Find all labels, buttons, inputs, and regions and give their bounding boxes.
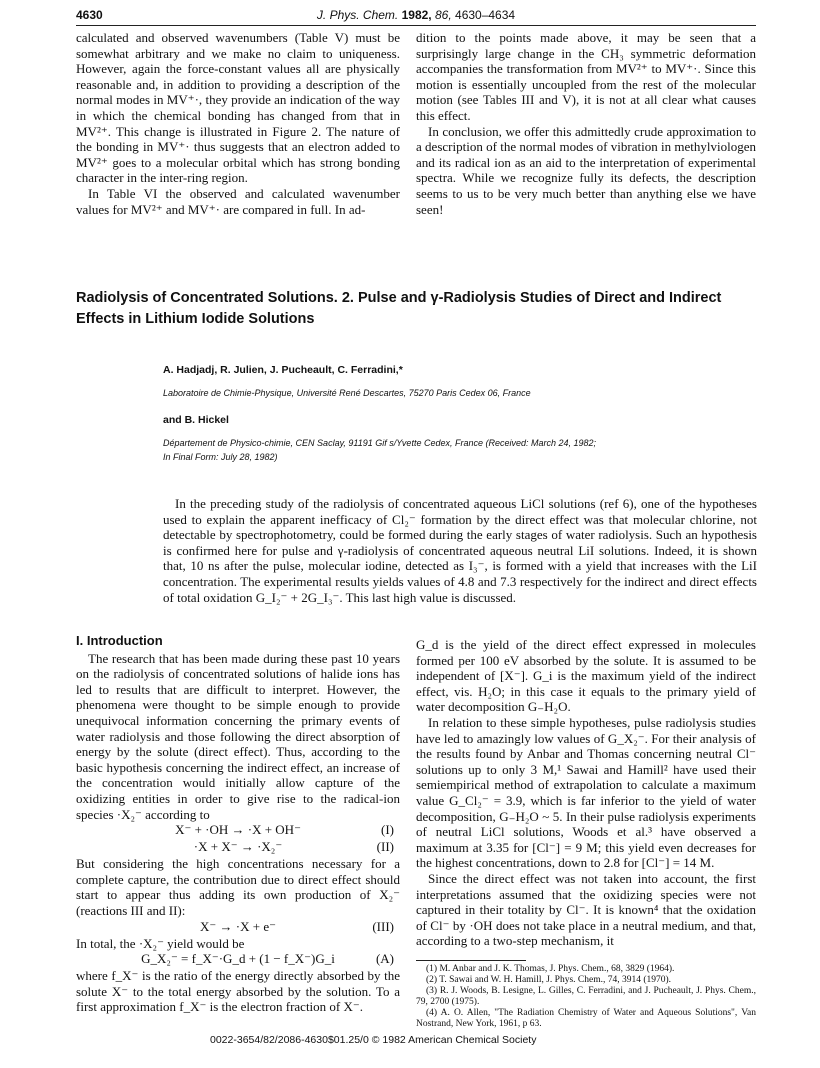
author-list: A. Hadjadj, R. Julien, J. Pucheault, C. Ferradini,* — [163, 364, 403, 376]
equation-number: (III) — [372, 918, 394, 934]
equation-body: G_X₂⁻ = f_X⁻·G_d + (1 − f_X⁻)G_i — [141, 951, 335, 967]
journal-reference — [226, 8, 606, 22]
affiliation — [163, 436, 763, 464]
page-footer: 0022-3654/82/2086-4630$01.25/0 © 1982 American Chemical Society — [210, 1034, 537, 1046]
footnotes — [416, 964, 756, 1030]
header-rule — [76, 25, 756, 26]
equation-body: X⁻ → ·X + e⁻ — [200, 918, 276, 934]
journal-pages: 4630–4634 — [455, 8, 516, 22]
journal-name: J. Phys. Chem. — [316, 8, 399, 22]
equation-body: X⁻ + ·OH → ·X + OH⁻ — [175, 822, 301, 838]
footnote: (3) R. J. Woods, B. Lesigne, L. Gilles, C. Ferradini, and J. Pucheault, J. Phys. Chem., 79, 2700 (1975). — [416, 986, 756, 1007]
paragraph: The research that has been made during these past 10 years on the radiolysis of concentrated solutions of halide ions has led to results that are difficult to interpret. However, the phenomena were thought to be simple enough to provide unequivocal information concerning the primary events of water radiolysis and those following the direct absorption of energy by the solute (direct effect). Thus, according to the basic hypothesis concerning the indirect effect, an increase of the concentration would initially allow capture of the oxidizing entities in order to give rise to the radical-ion species ·X₂⁻ according to — [76, 650, 400, 822]
footnote-rule — [416, 960, 526, 961]
page-number: 4630 — [76, 8, 103, 22]
top-right-column — [416, 30, 756, 217]
equation-number: (II) — [376, 839, 394, 855]
equation — [76, 951, 400, 968]
equation-number: (A) — [375, 951, 394, 967]
paragraph: In Table VI the observed and calculated wavenumber values for MV²⁺ and MV⁺· are compared in full. In ad- — [76, 185, 400, 217]
abstract-text: In the preceding study of the radiolysis of concentrated aqueous LiCl solutions (ref 6), one of the hypotheses used to explain the apparent inefficacy of Cl₂⁻ formation by the direct effect was that molecular chlorine, not detectable by spectrophotometry, could be formed during the early stages of water radiolysis. Such an hypothesis is confirmed here for pulse and γ-radiolysis of concentrated aqueous neutral LiI solutions. Indeed, it is shown that, 10 ns after the pulse, molecular iodine, detected as I₃⁻, is formed with a yield that increases with the LiI concentration. The experimental results yields values of 4.8 and 7.3 respectively for the indirect and direct effects of total oxidation G_I₂⁻ + 2G_I₃⁻. This last high value is discussed. — [163, 496, 757, 605]
journal-volume: 86, — [434, 8, 452, 22]
footnote: (4) A. O. Allen, "The Radiation Chemistry of Water and Aqueous Solutions", Van Nostrand, New York, 1961, p 63. — [416, 1008, 756, 1029]
intro-right-column — [416, 637, 756, 949]
equation — [76, 919, 400, 936]
equation-number: (I) — [381, 822, 394, 838]
paragraph: G_d is the yield of the direct effect expressed in molecules formed per 100 eV absorbed by the solute. It is assumed to be independent of [X⁻]. G_i is the maximum yield of the indirect effect, vis. H₂O; in this case it equals to the primary yield of water decomposition G₋H₂O. — [416, 637, 756, 715]
paragraph: But considering the high concentrations necessary for a complete capture, the contribution due to direct effect should start to appear thus adding its own production of X₂⁻ (reactions III and II): — [76, 856, 400, 918]
intro-left-column — [76, 633, 400, 1015]
abstract — [163, 496, 757, 605]
equation — [76, 822, 400, 839]
section-heading: I. Introduction — [76, 633, 163, 648]
affiliation-line: Département de Physico-chimie, CEN Saclay, 91191 Gif s/Yvette Cedex, France (Received: March 24, 1982; — [163, 438, 597, 448]
affiliation: Laboratoire de Chimie-Physique, Université René Descartes, 75270 Paris Cedex 06, France — [163, 388, 531, 398]
footnote: (2) T. Sawai and W. H. Hamill, J. Phys. Chem., 74, 3914 (1970). — [426, 975, 672, 985]
equation-body: ·X + X⁻ → ·X₂⁻ — [193, 839, 283, 855]
article-title: Radiolysis of Concentrated Solutions. 2. Pulse and γ-Radiolysis Studies of Direct and Indirect Effects in Lithium Iodide Solutions — [76, 290, 722, 327]
footnote: (1) M. Anbar and J. K. Thomas, J. Phys. Chem., 68, 3829 (1964). — [426, 964, 675, 974]
paragraph: In relation to these simple hypotheses, pulse radiolysis studies have led to amazingly low values of G_X₂⁻. For their analysis of the results found by Anbar and Thomas concerning neutral Cl⁻ solutions up to only 3 M,¹ Sawai and Hamill² have used their semiempirical method of extrapolation to calculate a maximum value G_Cl₂⁻ = 3.9, which is far inferior to the yield of water decomposition, G₋H₂O ~ 5. In their pulse radiolysis experiments of neutral LiCl solutions, Woods et al.³ have observed a maximum at 3.35 for [Cl⁻] = 9 M; this yield even decreases for the highest concentrations, down to 2.8 for [Cl⁻] = 14 M. — [416, 714, 756, 871]
journal-year: 1982, — [401, 8, 432, 22]
author-list: and B. Hickel — [163, 414, 229, 426]
running-header — [76, 8, 756, 24]
top-left-column — [76, 30, 400, 217]
paragraph: In total, the ·X₂⁻ yield would be — [76, 935, 245, 951]
paragraph: In conclusion, we offer this admittedly crude approximation to a description of the normal modes of vibration in methylviologen and its radical ion as an aid to the interpretation of experimental spectra. While we recognize fully its defects, the description seems to us to be very much better than anything else we have seen! — [416, 123, 756, 217]
paragraph: dition to the points made above, it may be seen that a surprisingly large change in the CH₃ symmetric deformation accompanies the transformation from MV²⁺ to MV⁺·. Since this motion is essentially uncoupled from the rest of the molecular motion (see Tables III and V), it is not at all clear what causes this effect. — [416, 30, 756, 123]
paragraph: Since the direct effect was not taken into account, the first interpretations assumed that the oxidizing species were not captured in their totality by Cl⁻. It is known⁴ that the oxidation of Cl⁻ by ·OH does not take place in a neutral medium, and that, according to a two-step mechanism, it — [416, 870, 756, 949]
paragraph: where f_X⁻ is the ratio of the energy directly absorbed by the solute X⁻ to the total energy absorbed by the solution. To a first approximation f_X⁻ is the electron fraction of X⁻. — [76, 968, 400, 1015]
received-date: In Final Form: July 28, 1982) — [163, 452, 278, 462]
equation — [76, 839, 400, 856]
paragraph: calculated and observed wavenumbers (Table V) must be somewhat arbitrary and we make no claim to uniqueness. However, again the force-constant values all are physically reasonable and, in addition to providing a description of the normal modes in MV⁺·, they provide an indication of the way in which the chemical bonding has changed from that in MV²⁺. This change is illustrated in Figure 2. The nature of the bonding in MV⁺· thus suggests that an electron added to MV²⁺ goes to a molecular orbital which has strong bonding character in the inter-ring region. — [76, 30, 400, 186]
